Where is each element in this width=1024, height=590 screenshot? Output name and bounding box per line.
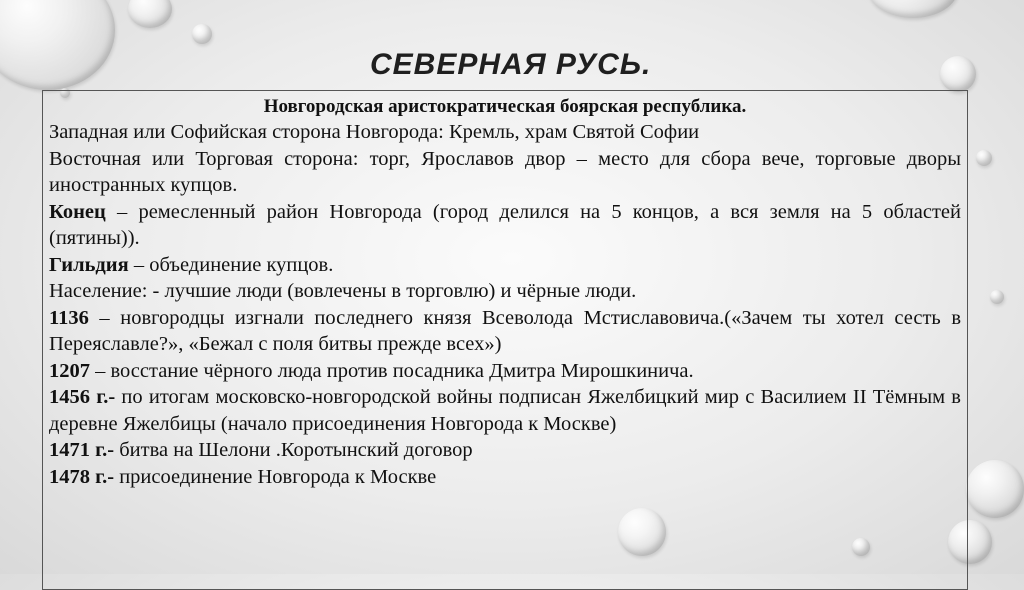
slide-title: СЕВЕРНАЯ РУСЬ. <box>370 48 652 81</box>
water-drop <box>0 0 115 90</box>
paragraph-text: Восточная или Торговая сторона: торг, Ярославов двор – место для сбора вече, торговые дворы иностранных купцов. <box>49 147 961 196</box>
paragraph-1471 <box>49 437 961 464</box>
paragraph-term: 1478 г.- <box>49 465 115 488</box>
water-drop <box>128 0 172 28</box>
water-drop <box>192 24 212 44</box>
paragraph-1136 <box>49 305 961 358</box>
paragraph-text: – ремесленный район Новгорода (город делился на 5 концов, а вся земля на 5 областей (пятины)). <box>49 200 961 249</box>
paragraph-text: Население: - лучшие люди (вовлечены в торговлю) и чёрные люди. <box>49 280 637 302</box>
paragraph-term: 1471 г.- <box>49 439 115 461</box>
water-drop <box>990 290 1004 304</box>
water-drop <box>976 150 992 166</box>
water-drop <box>940 56 976 92</box>
paragraph-text: – новгородцы изгнали последнего князя Всеволода Мстиславовича.(«Зачем ты хотел сесть в Переяславле?», «Бежал с поля битвы прежде всех») <box>49 306 961 355</box>
paragraph-konets <box>49 199 961 252</box>
paragraph-term: 1207 <box>49 359 90 382</box>
paragraph-text: по итогам московско-новгородской войны подписан Яжелбицкий мир с Василием II Тёмным в деревне Яжелбицы (начало присоединения Новгорода к Москве) <box>49 386 961 435</box>
paragraph-text: – объединение купцов. <box>128 253 334 276</box>
paragraph-term: 1136 <box>49 306 89 329</box>
paragraph-1456 <box>49 384 961 437</box>
water-drop <box>868 0 958 18</box>
paragraph-guild <box>49 252 961 279</box>
paragraph-term: Гильдия <box>49 253 129 276</box>
paragraph-text: присоединение Новгорода к Москве <box>114 465 437 488</box>
paragraph-population <box>49 278 961 305</box>
paragraph-east-side <box>49 146 961 199</box>
paragraph-west-side <box>49 119 961 146</box>
paragraph-1207 <box>49 358 961 385</box>
section-heading: Новгородская аристократическая боярская республика. <box>263 96 747 117</box>
paragraph-text: Западная или Софийская сторона Новгорода: Кремль, храм Святой Софии <box>49 121 700 143</box>
paragraph-1478 <box>49 464 961 491</box>
paragraph-term: 1456 г.- <box>49 386 116 408</box>
content-textbox <box>42 90 968 590</box>
water-drop <box>966 460 1024 518</box>
paragraph-text: – восстание чёрного люда против посадника Дмитра Мирошкинича. <box>90 359 694 382</box>
paragraph-text: битва на Шелони .Коротынский договор <box>114 439 473 461</box>
paragraph-term: Конец <box>49 200 106 223</box>
